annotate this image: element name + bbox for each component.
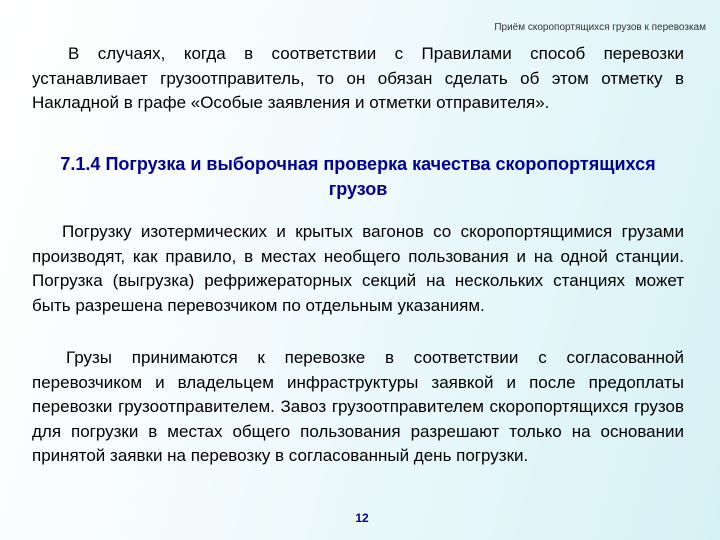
paragraph-sender-method: В случаях, когда в соответствии с Правилами способ перевозки устанавливает грузоотправитель, то он обязан сделать об этом отметку в Накладной в графе «Особые заявления и отметки отправителя». xyxy=(32,44,684,112)
page-number: 12 xyxy=(355,511,369,525)
paragraph-acceptance: Грузы принимаются к перевозке в соответствии с согласованной перевозчиком и владельцем инфраструктуры заявкой и после предоплаты перевозки грузоотправителем. Завоз грузоотправителем скоропортящихся грузов для погрузки в местах общего пользования разрешают только на основании принятой заявки на перевозку в согласованный день погрузки. xyxy=(32,348,684,465)
paragraph-loading: Погрузку изотермических и крытых вагонов со скоропортящимися грузами производят, как правило, в местах необщего пользования и на одной станции. Погрузка (выгрузка) рефрижераторных секций на нескольких станциях может быть разрешена перевозчиком по отдельным указаниям. xyxy=(32,222,684,315)
section-heading: 7.1.4 Погрузка и выборочная проверка качества скоропортящихся грузов xyxy=(60,154,656,199)
slide-header-title: Приём скоропортящихся грузов к перевозкам xyxy=(494,22,706,33)
